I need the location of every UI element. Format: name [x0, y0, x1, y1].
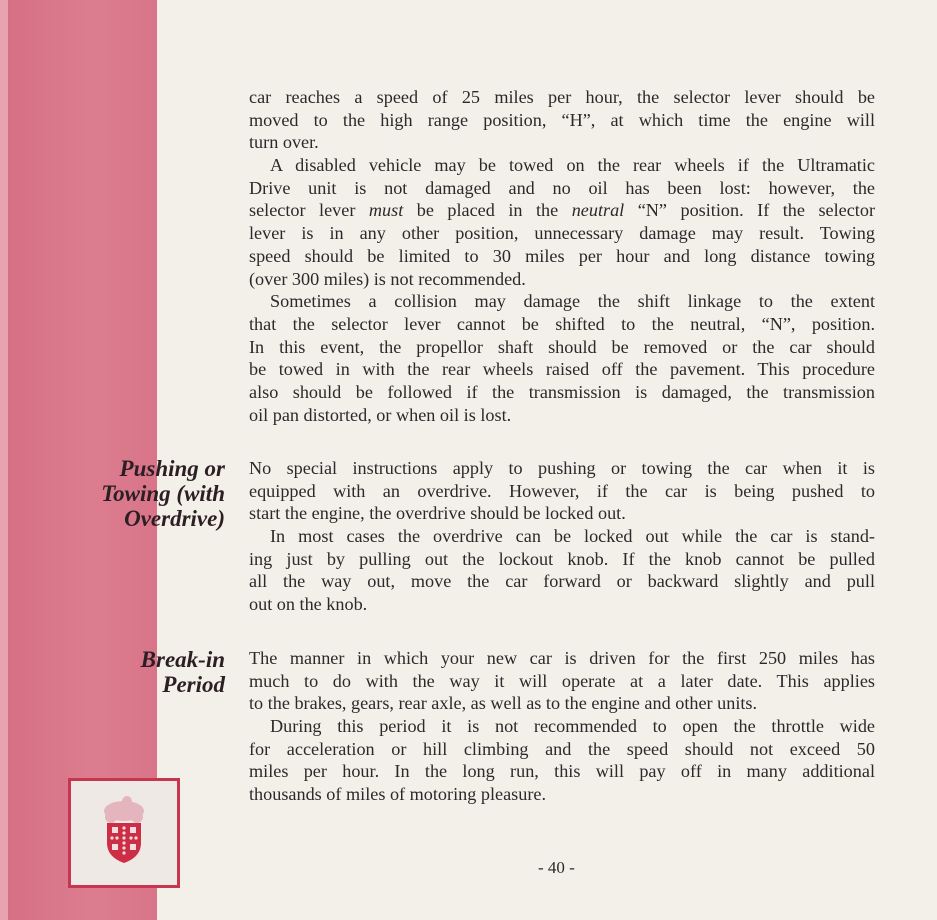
paragraph [249, 86, 875, 154]
text-line: The manner in which your new car is driven for the first 250 miles has [249, 648, 875, 668]
text-line: also should be followed if the transmission is damaged, the transmission [249, 381, 875, 402]
text-line: lever is in any other position, unnecessary damage may result. Towing [249, 223, 875, 244]
text-segment: selector lever [249, 200, 369, 221]
text-line: Drive unit is not damaged and no oil has been lost: however, the [249, 177, 875, 198]
paragraph [249, 457, 875, 525]
text-line: In most cases the overdrive can be locked out while the car is stand- [270, 526, 875, 547]
text-line: speed should be limited to 30 miles per hour and long distance towing [249, 245, 875, 266]
text-line: turn over. [249, 132, 319, 153]
band-edge [0, 0, 8, 920]
text-line: Sometimes a collision may damage the shift linkage to the extent [270, 291, 875, 312]
text-line: thousands of miles of motoring pleasure. [249, 784, 547, 805]
text-line: start the engine, the overdrive should be locked out. [249, 503, 626, 524]
text-line: all the way out, move the car forward or backward slightly and pull [249, 571, 875, 592]
text-line: much to do with the way it will operate at a later date. This applies [249, 670, 875, 691]
text-line: oil pan distorted, or when oil is lost. [249, 404, 512, 425]
heading-pushing-towing [101, 456, 225, 531]
heading-line: Overdrive) [124, 506, 225, 531]
text-line: for acceleration or hill climbing and the speed should not exceed 50 [249, 738, 875, 759]
heading-line: Period [162, 672, 225, 697]
crest-logo [68, 778, 180, 888]
text-line: In this event, the propellor shaft should be removed or the car should [249, 336, 875, 357]
text-line: No special instructions apply to pushing or towing the car when it is [249, 458, 875, 478]
section-break-in [249, 647, 875, 806]
text-line: equipped with an overdrive. However, if the car is being pushed to [249, 480, 875, 501]
text-segment: “N” position. If the selector [624, 200, 875, 221]
paragraph [249, 647, 875, 715]
text-line: miles per hour. In the long run, this will pay off in many additional [249, 761, 875, 782]
text-line: A disabled vehicle may be towed on the rear wheels if the Ultramatic [270, 155, 875, 176]
text-line: During this period it is not recommended to open the throttle wide [270, 716, 875, 737]
emphasis-text: neutral [571, 200, 625, 221]
heading-break-in [141, 647, 225, 697]
text-line: car reaches a speed of 25 miles per hour, the selector lever should be [249, 87, 875, 107]
text-line: (over 300 miles) is not recommended. [249, 268, 526, 289]
heading-line: Break-in [140, 647, 225, 672]
paragraph [249, 525, 875, 616]
text-line: that the selector lever cannot be shifted to the neutral, “N”, position. [249, 313, 875, 334]
section-continuation [249, 86, 875, 426]
paragraph [249, 290, 875, 426]
text-line [249, 199, 875, 222]
crest-icon [71, 781, 177, 885]
heading-line: Pushing or [119, 456, 225, 481]
text-line: out on the knob. [249, 594, 368, 615]
emphasis-text: must [368, 200, 404, 221]
section-pushing-towing [249, 457, 875, 616]
text-line: ing just by pulling out the lockout knob. If the knob cannot be pulled [249, 548, 875, 569]
text-line: be towed in with the rear wheels raised off the pavement. This procedure [249, 359, 875, 380]
paragraph [249, 154, 875, 290]
text-line: to the brakes, gears, rear axle, as well as to the engine and other units. [249, 693, 758, 714]
paragraph [249, 715, 875, 806]
text-segment: be placed in the [403, 200, 572, 221]
text-line: moved to the high range position, “H”, at which time the engine will [249, 109, 875, 130]
heading-line: Towing (with [101, 481, 225, 506]
page-number: - 40 - [538, 858, 575, 877]
